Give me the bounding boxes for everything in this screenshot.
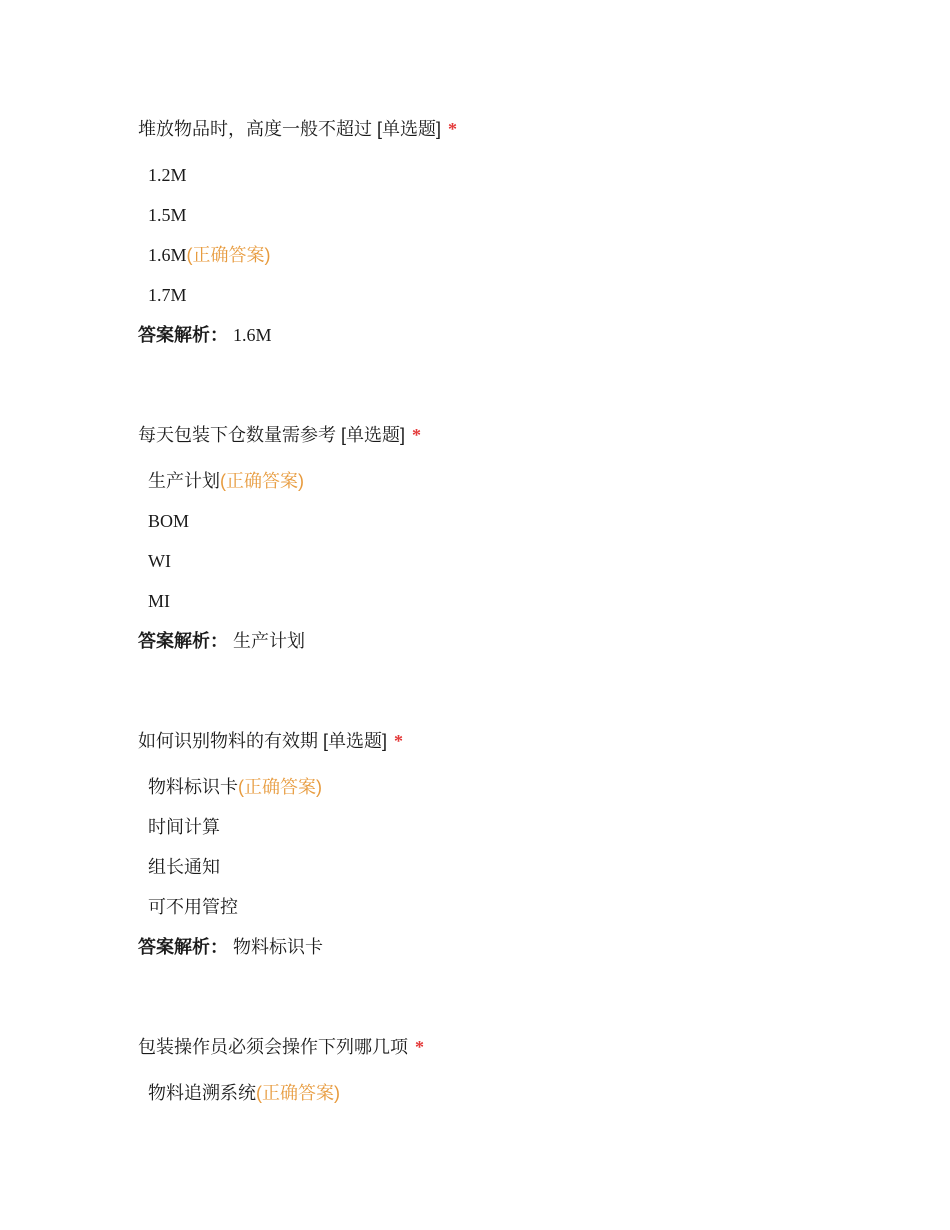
options-list (138, 775, 890, 919)
answer-analysis-row (138, 935, 890, 959)
option-row (138, 509, 890, 533)
question-block (138, 729, 890, 959)
question-title (138, 117, 890, 141)
option-text: 可不用管控 (148, 897, 238, 917)
option-row (138, 1081, 890, 1105)
options-list (138, 1081, 890, 1105)
option-row (138, 775, 890, 799)
question-block (138, 423, 890, 653)
option-text: MI (148, 591, 170, 611)
options-list (138, 163, 890, 307)
answer-analysis-value: 1.6M (233, 325, 272, 345)
option-text: 物料追溯系统 (148, 1083, 256, 1103)
option-text: WI (148, 551, 171, 571)
option-row (138, 163, 890, 187)
option-row (138, 895, 890, 919)
correct-answer-label: (正确答案) (238, 777, 322, 797)
question-title (138, 423, 890, 447)
option-text: 组长通知 (148, 857, 220, 877)
option-row (138, 549, 890, 573)
question-block (138, 1035, 890, 1105)
option-text: 1.7M (148, 285, 187, 305)
answer-analysis-value: 生产计划 (233, 631, 305, 651)
question-title-text: 如何识别物料的有效期 [单选题] (138, 731, 388, 751)
option-text: 时间计算 (148, 817, 220, 837)
question-title-text: 堆放物品时，高度一般不超过 [单选题] (138, 119, 442, 139)
option-row (138, 815, 890, 839)
question-title (138, 729, 890, 753)
answer-analysis-value: 物料标识卡 (233, 937, 323, 957)
option-text: 物料标识卡 (148, 777, 238, 797)
answer-analysis-label: 答案解析： (138, 631, 228, 651)
option-text: BOM (148, 511, 190, 531)
question-title-text: 每天包装下仓数量需参考 [单选题] (138, 425, 406, 445)
required-asterisk: * (412, 425, 422, 445)
question-block (138, 117, 890, 347)
correct-answer-label: (正确答案) (186, 245, 271, 265)
option-text: 生产计划 (148, 471, 220, 491)
option-text: 1.2M (148, 165, 187, 185)
option-row (138, 589, 890, 613)
option-row (138, 283, 890, 307)
option-text: 1.5M (148, 205, 187, 225)
option-row (138, 469, 890, 493)
answer-analysis-row (138, 629, 890, 653)
answer-analysis-label: 答案解析： (138, 325, 228, 345)
questions-list (138, 117, 890, 1105)
required-asterisk: * (448, 119, 458, 139)
option-row (138, 243, 890, 267)
correct-answer-label: (正确答案) (220, 471, 304, 491)
answer-analysis-label: 答案解析： (138, 937, 228, 957)
options-list (138, 469, 890, 613)
required-asterisk: * (394, 731, 404, 751)
correct-answer-label: (正确答案) (256, 1083, 340, 1103)
option-row (138, 203, 890, 227)
question-title-text: 包装操作员必须会操作下列哪几项 (138, 1037, 408, 1057)
question-title (138, 1035, 890, 1059)
option-text: 1.6M (148, 245, 187, 265)
answer-analysis-row (138, 323, 890, 347)
required-asterisk: * (415, 1037, 424, 1057)
option-row (138, 855, 890, 879)
